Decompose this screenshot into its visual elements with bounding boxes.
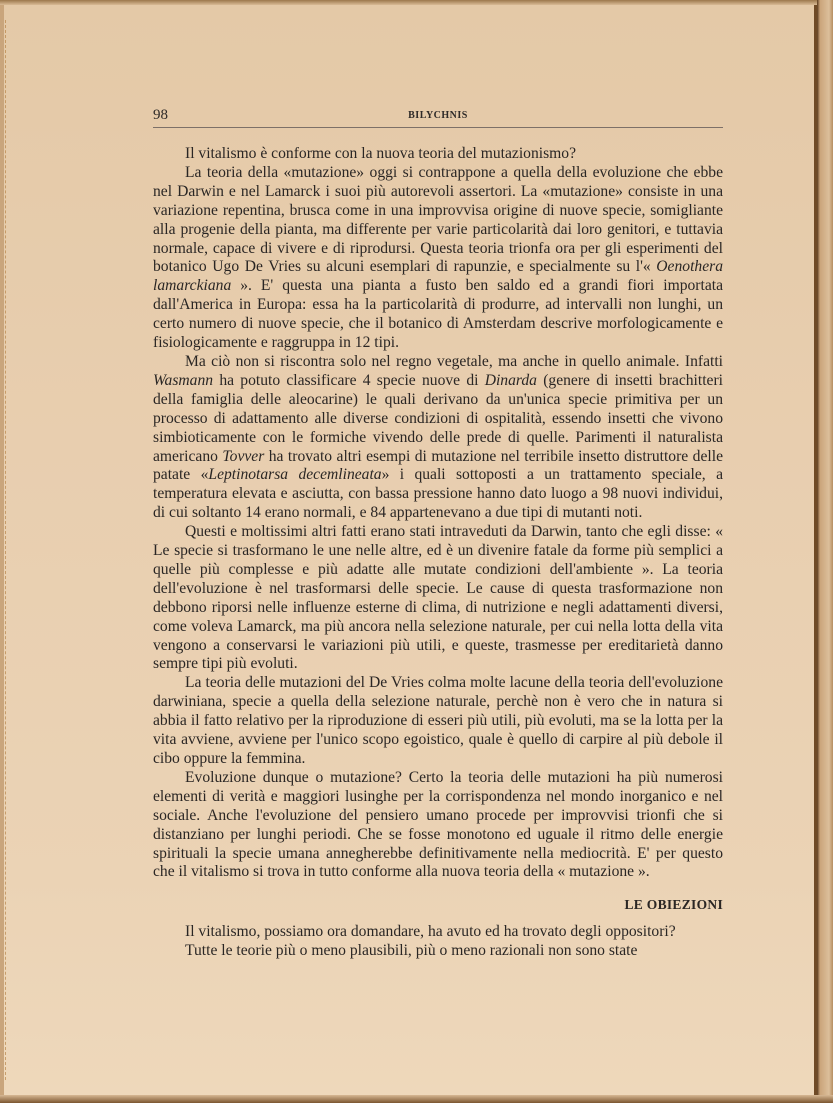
page-edge-bottom [0,1095,833,1103]
page-edge-left [5,20,8,1080]
text-run: Tutte le teorie più o meno plausibili, più o meno razionali non sono state [185,942,638,960]
text-run: Il vitalismo è conforme con la nuova teoria del mutazionismo? [185,145,577,162]
paragraph [153,674,723,769]
italic-term: Dinarda [484,371,537,389]
text-run: La teoria delle mutazioni del De Vries colma molte lacune della teoria dell'evoluzione darwiniana, specie a quella della selezione naturale, perchè non è vero che in natura si abbia il fatto relativo per la riproduzione di esseri più utili, più evoluti, ma se la lotta per la vita avviene, avviene per l'unico scopo egoistico, quale è quello di carpire al più debole il cibo oppure la femmina. [153,674,723,767]
text-run: ». E' questa una pianta a fusto ben saldo ed a grandi fiori importata dall'America in Europa: essa ha la particolarità di produrre, ad intervalli non lunghi, un certo numero di nuove specie, che il botanico di Amsterdam descrive morfologicamente e fisiologicamente e raggruppa in 12 tipi. [153,277,723,352]
paragraph [153,769,723,882]
article-body [153,145,723,961]
text-run: ha trovato altri esempi di mutazione nel terribile insetto distruttore delle patate « [153,447,723,484]
running-head [153,107,723,128]
text-run: Il vitalismo, possiamo ora domandare, ha avuto ed ha trovato degli oppositori? [185,923,676,941]
text-run: La teoria della «mutazione» oggi si contrappone a quella della evoluzione che ebbe nel Darwin e nel Lamarck i suoi più autorevoli assertori. La «mutazione» consiste in una variazione repentina, brusca come in una improvvisa origine di nuove specie, somigliante alla progenie della pianta, ma differente per varie particolarità dai loro genitori, e tuttavia normale, capace di vivere e di riprodursi. Questa teoria trionfa ora per gli esperimenti del botanico Ugo De Vries su alcuni esemplari di rapunzie, e specialmente su l'« [153,163,723,276]
text-run: » i quali sottoposti a un trattamento speciale, a temperatura elevata e asciutta, con bassa pressione hanno dato luogo a 98 nuovi individui, di cui soltanto 14 erano normali, e 84 appartenevano a due tipi di mutanti noti. [153,466,723,522]
paragraphs-before-heading [153,145,723,882]
italic-term: Oenothera lamarckiana [153,258,723,295]
page-edge-top [0,0,833,5]
paragraph [153,923,723,942]
text-run: ha potuto classificare 4 specie nuove di [213,371,485,389]
text-run: (genere di insetti brachitteri della famiglia delle aleocarine) le quali derivano da un'unica specie primitiva per un processo di adattamento alle diverse condizioni di ospitalità, essendo insetti che vivono simbioticamente con le formiche vivendo delle prede di quelle. Parimenti il naturalista americano [153,371,724,465]
italic-term: Wasmann [153,371,214,389]
page-edge-right [817,0,833,1103]
text-run: Ma ciò non si riscontra solo nel regno vegetale, ma anche in quello animale. Infatti [185,352,723,370]
paragraphs-after-heading [153,923,723,961]
paragraph [153,145,723,164]
paragraph [153,523,723,674]
section-heading: LE OBIEZIONI [624,897,723,913]
paragraph [153,164,723,353]
italic-term: Tovver [222,447,265,465]
italic-term: Leptinotarsa decemlineata [208,466,382,484]
text-run: Questi e moltissimi altri fatti erano stati intraveduti da Darwin, tanto che egli disse: « Le specie si trasformano le une nelle altre, ed è un divenire fatale da forme più semplici a quelle più complesse e più adatte alle mutate condizioni dell'ambiente ». La teoria dell'evoluzione è nel trasformarsi delle specie. Le cause di questa trasformazione non debbono riporsi nelle influenze esterne di clima, di nutrizione e negli adattamenti diversi, come voleva Lamarck, ma più ancora nella selezione naturale, per cui nella lotta della vita vengono a conservarsi le variazioni più utili, e queste, trasmesse per ereditarietà danno sempre tipi più evoluti. [153,523,723,673]
page-number: 98 [153,107,168,123]
paragraph [153,942,723,961]
paragraph [153,353,723,523]
text-run: Evoluzione dunque o mutazione? Certo la teoria delle mutazioni ha più numerosi elementi di verità e maggiori lusinghe per la corrispondenza nel mondo inorganico e nel sociale. Anche l'evoluzione del pensiero umano procede per improvvisi trionfi che si distanziano per lunghi periodi. Che se fosse monotono ed uguale il ritmo delle energie spirituali la specie umana annegherebbe definitivamente nella mediocrità. E' per questo che il vitalismo si trova in tutto conforme alla nuova teoria della « mutazione ». [153,768,723,881]
journal-title: BILYCHNIS [408,110,468,121]
